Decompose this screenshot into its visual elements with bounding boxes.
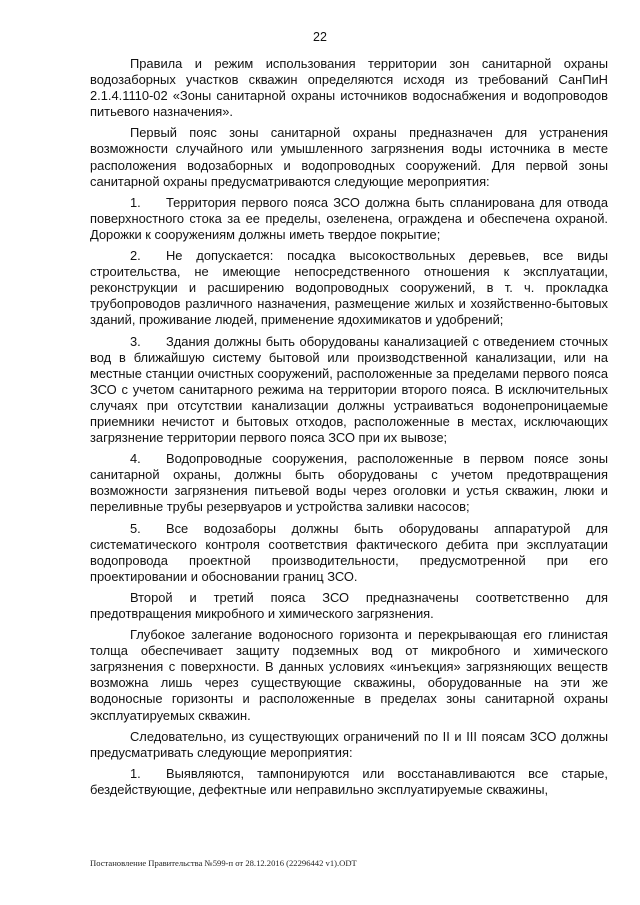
list-item bbox=[90, 766, 608, 798]
page-number: 22 bbox=[313, 30, 327, 44]
list-item bbox=[90, 248, 608, 328]
list-item bbox=[90, 195, 608, 243]
list-item-number: 1. bbox=[130, 194, 141, 210]
list-item bbox=[90, 521, 608, 585]
list-item-number: 3. bbox=[130, 333, 141, 349]
list-item bbox=[90, 334, 608, 447]
list-item-text: Выявляются, тампонируются или восстанавливаются все старые, бездействующие, дефектные или неправильно эксплуатируемые скважины, bbox=[90, 765, 608, 797]
list-item bbox=[90, 451, 608, 515]
list-item-text: Здания должны быть оборудованы канализацией с отведением сточных вод в ближайшую систему бытовой или производственной канализации, или на местные станции очистных сооружений, расположенные за пределами первого пояса ЗСО с учетом санитарного режима на территории второго пояса. В исключительных случаях при отсутствии канализации должны устраиваться водонепроницаемые приемники нечистот и бытовых отходов, расположенные в местах, исключающих загрязнение территории первого пояса ЗСО при их вывозе; bbox=[90, 333, 608, 446]
list-item-text: Водопроводные сооружения, расположенные в первом поясе зоны санитарной охраны, должны быть оборудованы с учетом предотвращения возможности загрязнения питьевой воды через оголовки и устья скважин, люки и переливные трубы резервуаров и устройства заливки насосов; bbox=[90, 451, 608, 515]
list-item-number: 1. bbox=[130, 765, 141, 781]
list-item-number: 2. bbox=[130, 248, 141, 264]
paragraph: Правила и режим использования территории зон санитарной охраны водозаборных участков скважин определяются исходя из требований СанПиН 2.1.4.1110-02 «Зоны санитарной охраны источников водоснабжения и водопроводов питьевого назначения». bbox=[90, 56, 608, 120]
paragraph: Первый пояс зоны санитарной охраны предназначен для устранения возможности случайного или умышленного загрязнения воды источника в месте расположения водозаборных и водопроводных сооружений. Для первой зоны санитарной охраны предусматриваются следующие мероприятия: bbox=[90, 125, 608, 189]
document-body bbox=[90, 56, 608, 803]
paragraph: Глубокое залегание водоносного горизонта и перекрывающая его глинистая толща обеспечивает защиту подземных вод от микробного и химического загрязнения с поверхности. В данных условиях «инъекция» загрязняющих веществ возможна лишь через существующие скважины, оборудованные на эти же водоносные горизонты и расположенные в пределах зоны санитарной охраны эксплуатируемых скважин. bbox=[90, 627, 608, 723]
list-item-text: Все водозаборы должны быть оборудованы аппаратурой для систематического контроля соответствия фактического дебита при эксплуатации водопровода проектной производительности, предусмотренной при его проектировании и обосновании границ ЗСО. bbox=[90, 520, 608, 584]
paragraph: Следовательно, из существующих ограничений по II и III поясам ЗСО должны предусматривать следующие мероприятия: bbox=[90, 728, 608, 760]
document-footer: Постановление Правительства №599-п от 28.12.2016 (22296442 v1).ODT bbox=[90, 858, 357, 868]
list-item-number: 5. bbox=[130, 520, 141, 536]
list-item-number: 4. bbox=[130, 451, 141, 467]
list-item-text: Не допускается: посадка высокоствольных деревьев, все виды строительства, не имеющие непосредственного отношения к эксплуатации, реконструкции и расширению водопроводных сооружений, в т. ч. прокладка трубопроводов различного назначения, размещение жилых и хозяйственно-бытовых зданий, проживание людей, применение ядохимикатов и удобрений; bbox=[90, 248, 608, 328]
paragraph: Второй и третий пояса ЗСО предназначены соответственно для предотвращения микробного и химического загрязнения. bbox=[90, 589, 608, 621]
list-item-text: Территория первого пояса ЗСО должна быть спланирована для отвода поверхностного стока за ее пределы, озеленена, ограждена и обеспечена охраной. Дорожки к сооружениям должны иметь твердое покрытие; bbox=[90, 194, 608, 242]
